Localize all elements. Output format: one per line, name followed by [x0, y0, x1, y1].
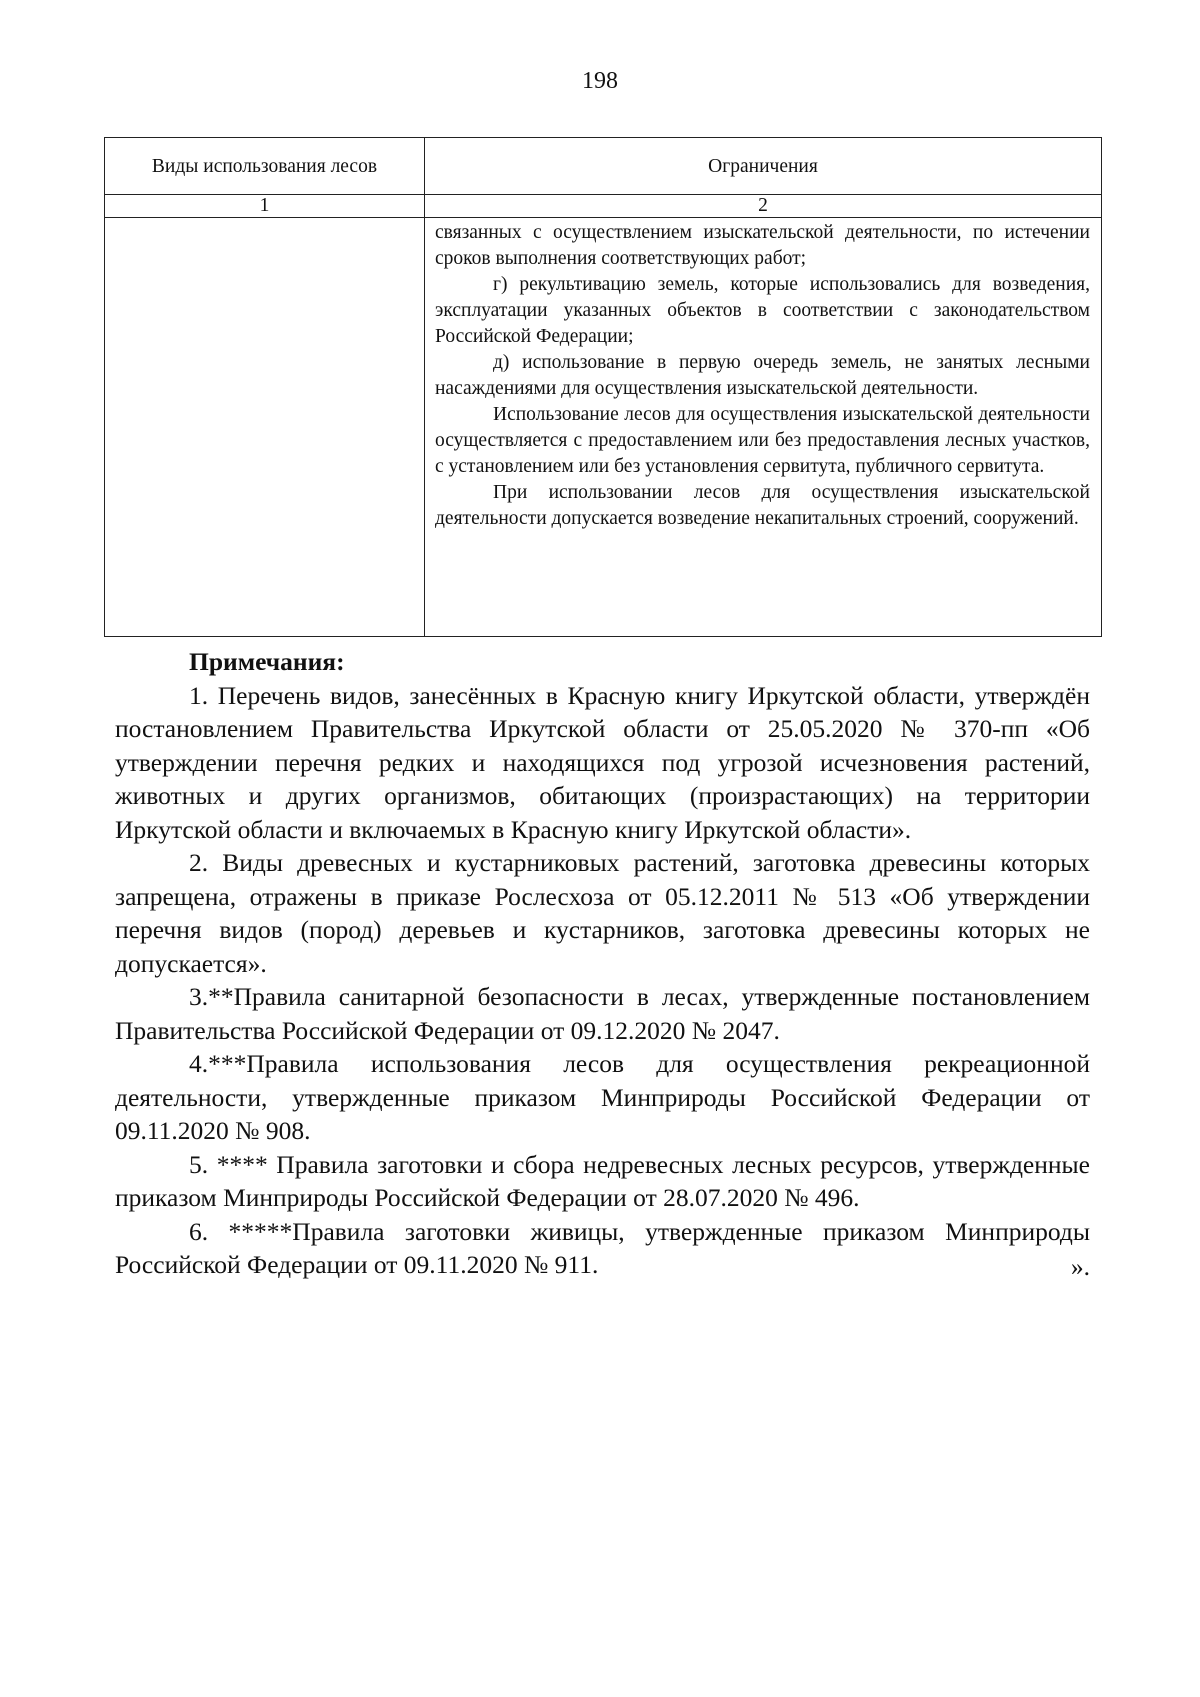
closing-quote-mark: ».: [1070, 1252, 1090, 1281]
note-item: 4.***Правила использования лесов для осуществления рекреационной деятельности, утвержденные приказом Минприроды Российской Федерации от 09.11.2020 № 908.: [115, 1049, 1090, 1145]
column-number-row: [105, 195, 1102, 218]
note-item: 1. Перечень видов, занесённых в Красную книгу Иркутской области, утверждён постановлением Правительства Иркутской области от 25.05.2020 № 370-пп «Об утверждении перечня редких и находящихся под угрозой исчезновения растений, животных и других организмов, обитающих (произрастающих) на территории Иркутской области и включаемых в Красную книгу Иркутской области».: [115, 680, 1090, 844]
restriction-paragraph: Использование лесов для осуществления изыскательской деятельности осуществляется с предоставлением или без предоставления лесных участков, с установлением или без установления сервитута, публичного сервитута.: [435, 404, 1090, 477]
note-item: 5. **** Правила заготовки и сбора недревесных лесных ресурсов, утвержденные приказом Минприроды Российской Федерации от 28.07.2020 № 496.: [115, 1149, 1090, 1212]
notes-section: [115, 645, 1090, 1282]
header-forest-use-types: Виды использования лесов: [105, 138, 425, 195]
header-restrictions: Ограничения: [425, 138, 1102, 195]
notes-title: Примечания:: [189, 647, 345, 676]
note-item: 6. *****Правила заготовки живицы, утвержденные приказом Минприроды Российской Федерации от 09.11.2020 № 911.: [115, 1216, 1090, 1279]
column-number-2: 2: [425, 195, 1102, 218]
note-item: 2. Виды древесных и кустарниковых растений, заготовка древесины которых запрещена, отражены в приказе Рослесхоза от 05.12.2011 № 513 «Об утверждении перечня видов (пород) деревьев и кустарников, заготовка древесины которых не допускается».: [115, 848, 1090, 978]
note-item: 3.**Правила санитарной безопасности в лесах, утвержденные постановлением Правительства Российской Федерации от 09.12.2020 № 2047.: [115, 982, 1090, 1045]
page-number: 198: [582, 68, 618, 94]
cell-forest-use-type: [105, 218, 425, 637]
column-number-1: 1: [105, 195, 425, 218]
restriction-paragraph: д) использование в первую очередь земель, не занятых лесными насаждениями для осуществления изыскательской деятельности.: [435, 352, 1090, 399]
table-row: [105, 218, 1102, 637]
cell-restrictions: [425, 218, 1102, 637]
forest-use-table: [104, 137, 1102, 637]
restriction-paragraph: При использовании лесов для осуществления изыскательской деятельности допускается возведение некапитальных строений, сооружений.: [435, 482, 1090, 529]
table-header-row: [105, 138, 1102, 195]
restriction-paragraph: связанных с осуществлением изыскательской деятельности, по истечении сроков выполнения соответствующих работ;: [435, 222, 1090, 269]
restriction-paragraph: г) рекультивацию земель, которые использовались для возведения, эксплуатации указанных объектов в соответствии с законодательством Российской Федерации;: [435, 274, 1090, 347]
